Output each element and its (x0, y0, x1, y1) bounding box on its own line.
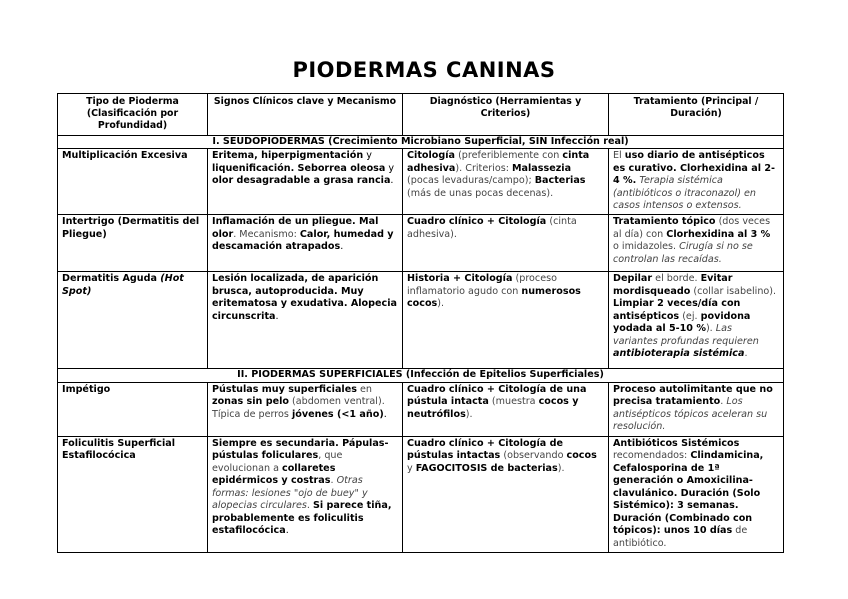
cell-text: Citología (407, 150, 456, 162)
cell-text: zonas sin pelo (212, 396, 289, 408)
cell-text: Antibióticos Sistémicos (613, 437, 740, 449)
cell-text: Proceso autolimitante que no precisa tratamiento (613, 383, 773, 408)
cell-text: . Mecanismo: (233, 228, 300, 240)
cell-type: Impétigo (58, 382, 208, 436)
cell-text: cocos y neutrófilos (407, 396, 579, 420)
cell-text: antibioterapia sistémica (613, 348, 745, 360)
table-row (58, 382, 784, 436)
cell-text: ). Criterios: (455, 162, 512, 174)
cell-diagnosis (403, 149, 609, 215)
cell-text: y (385, 162, 395, 174)
cell-text: . (744, 348, 748, 360)
cell-text: Bacterias (534, 175, 586, 187)
cell-text: olor desagradable a grasa rancia (212, 175, 391, 187)
cell-text: . (383, 408, 387, 420)
cell-treatment (609, 436, 784, 552)
cell-text: Clorhexidina al 3 % (666, 228, 771, 240)
cell-text: (observando (500, 450, 567, 462)
cell-text: cocos (566, 450, 597, 462)
cell-text: (muestra (488, 396, 539, 408)
cell-treatment (609, 215, 784, 272)
cell-text: povidona yodada al 5-10 % (613, 310, 751, 335)
cell-diagnosis (403, 382, 609, 436)
cell-text: (Hot Spot) (62, 273, 184, 297)
cell-type: Foliculitis Superficial Estafilocócica (58, 436, 208, 552)
cell-text: y (407, 462, 416, 474)
cell-text: y (363, 150, 372, 162)
section-label: II. PIODERMAS SUPERFICIALES (Infección de Epitelios Superficiales) (58, 369, 784, 382)
cell-text: . (285, 525, 289, 537)
header-signs: Signos Clínicos clave y Mecanismo (208, 94, 403, 136)
cell-text: (collar isabelino). (690, 285, 777, 297)
cell-text: FAGOCITOSIS de bacterias (415, 462, 558, 474)
cell-text: Cuadro clínico + Citología de pústulas intactas (407, 437, 563, 462)
cell-text: (dos veces al día) con (613, 216, 771, 240)
table-row (58, 215, 784, 272)
cell-diagnosis (403, 272, 609, 369)
cell-text: Malassezia (511, 162, 572, 174)
cell-text: de antibiótico. (613, 525, 748, 549)
cell-text: Depilar (613, 273, 653, 285)
cell-text: (ej. (679, 310, 701, 322)
cell-text: ). (705, 323, 716, 335)
cell-treatment (609, 382, 784, 436)
cell-text: en (356, 383, 372, 395)
header-treatment: Tratamiento (Principal / Duración) (609, 94, 784, 136)
cell-text: . (330, 475, 337, 487)
cell-text: ). (465, 408, 473, 420)
cell-text: (preferiblemente con (455, 150, 563, 162)
cell-text: Cirugía si no se controlan las recaídas. (613, 241, 753, 265)
cell-text: . (390, 175, 394, 187)
cell-text: (cinta adhesiva). (407, 216, 577, 240)
cell-text: Los antisépticos tópicos aceleran su resolución. (613, 396, 768, 433)
table-header-row (58, 94, 784, 136)
cell-diagnosis (403, 436, 609, 552)
cell-treatment (609, 149, 784, 215)
table-row (58, 272, 784, 369)
cell-text: (abdomen ventral). Típica de perros (212, 396, 385, 420)
table-row (58, 149, 784, 215)
cell-text: . (720, 396, 727, 408)
header-type: Tipo de Pioderma (Clasificación por Profundidad) (58, 94, 208, 136)
cell-diagnosis (403, 215, 609, 272)
cell-text: Dermatitis Aguda (62, 273, 161, 285)
cell-text: , que evolucionan a (212, 450, 343, 474)
cell-text: (más de unas pocas decenas). (407, 187, 554, 199)
cell-text: Pústulas muy superficiales (212, 383, 357, 395)
cell-text: . (306, 500, 314, 512)
section-row (58, 369, 784, 382)
table-row (58, 436, 784, 552)
cell-text: Cuadro clínico + Citología (407, 216, 547, 228)
cell-text: ). (557, 462, 565, 474)
cell-text: Siempre es secundaria. Pápulas-pústulas foliculares (212, 437, 389, 462)
cell-text: Eritema, hiperpigmentación (212, 150, 364, 162)
cell-text: liquenificación. Seborrea oleosa (212, 162, 386, 174)
cell-text: El (613, 150, 625, 162)
cell-text: ). (437, 298, 445, 310)
cell-text: numerosos cocos (407, 285, 581, 310)
cell-text: Tratamiento tópico (613, 216, 716, 228)
cell-text: (pocas levaduras/campo); (407, 175, 535, 187)
header-diagnosis: Diagnóstico (Herramientas y Criterios) (403, 94, 609, 136)
cell-text: cinta adhesiva (407, 150, 590, 174)
cell-signs (208, 272, 403, 369)
cell-text: Si parece tiña, probablemente es foliculitis estafilocócica (212, 500, 392, 537)
cell-text: el borde. (652, 273, 701, 285)
cell-signs (208, 382, 403, 436)
cell-text: Calor, humedad y descamación atrapados (212, 228, 394, 253)
cell-text: Lesión localizada, de aparición brusca, autoproducida. Muy eritematosa y exudativa. Alopecia circunscrita (212, 273, 397, 322)
cell-signs (208, 149, 403, 215)
cell-text: Inflamación de un pliegue. Mal olor (212, 216, 379, 240)
cell-text: Las variantes profundas requieren (613, 323, 759, 347)
cell-text: . (340, 241, 344, 253)
cell-treatment (609, 272, 784, 369)
cell-text: (proceso inflamatorio agudo con (407, 273, 557, 297)
cell-type: Intertrigo (Dermatitis del Pliegue) (58, 215, 208, 272)
cell-text: es curativo. Clorhexidina al 2-4 %. (613, 162, 776, 187)
cell-type: Multiplicación Excesiva (58, 149, 208, 215)
cell-signs (208, 215, 403, 272)
cell-text: recomendados: (613, 450, 691, 462)
cell-text: jóvenes (<1 año) (291, 408, 384, 420)
page-title: PIODERMAS CANINAS (292, 58, 556, 82)
cell-text: collaretes epidérmicos y costras (212, 462, 336, 487)
cell-text: Otras formas: lesiones "ojo de buey" y alopecias circulares (212, 475, 368, 512)
cell-type (58, 272, 208, 369)
cell-text: Terapia sistémica (antibióticos o itraconazol) en casos intensos o extensos. (613, 175, 756, 211)
cell-text: . (275, 310, 279, 322)
cell-text: Evitar mordisqueado (613, 273, 733, 297)
cell-text: Cuadro clínico + Citología de una pústula intacta (407, 383, 587, 408)
cell-text: Limpiar 2 veces/día con antisépticos (613, 298, 741, 322)
cell-text: Historia + Citología (407, 273, 513, 285)
cell-text: o imidazoles. (613, 241, 680, 253)
pyoderma-table (57, 93, 784, 553)
section-row (58, 135, 784, 148)
cell-text: Clindamicina, Cefalosporina de 1ª generación o Amoxicilina-clavulánico. Duración (Solo Sistémico): 3 semanas. Duración (Combinado con tópicos): unos 10 días (613, 450, 764, 537)
section-label: I. SEUDOPIODERMAS (Crecimiento Microbiano Superficial, SIN Infección real) (58, 135, 784, 148)
cell-signs (208, 436, 403, 552)
cell-text: uso diario de antisépticos (624, 150, 765, 162)
